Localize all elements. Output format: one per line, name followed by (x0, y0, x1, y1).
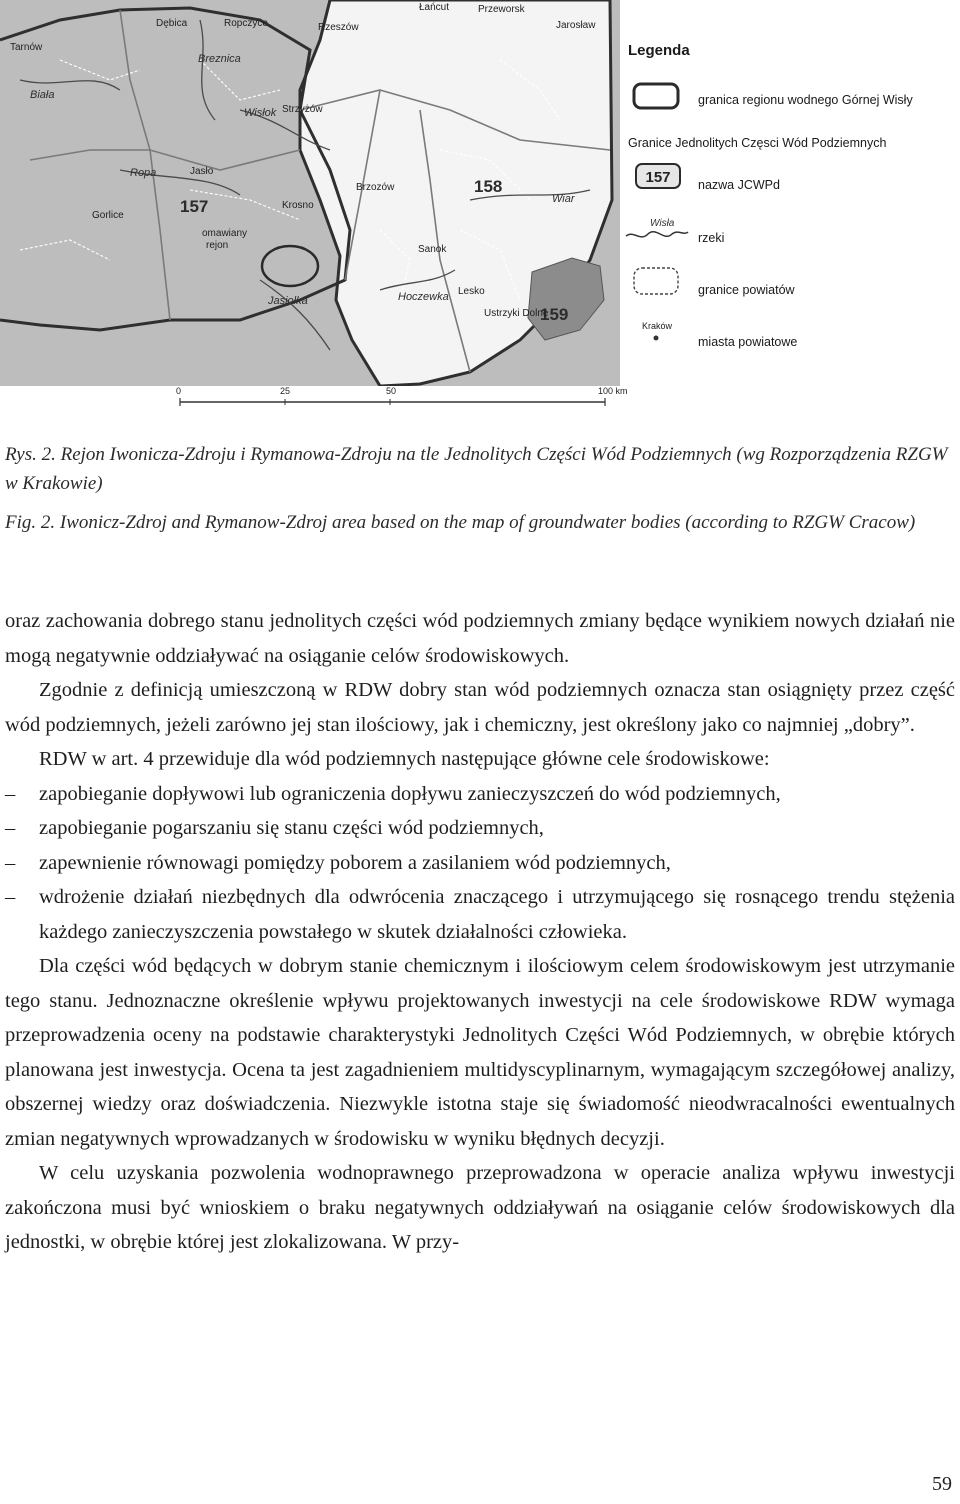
scale-tick: 25 (280, 386, 291, 396)
map-figure (0, 0, 960, 410)
paragraph: Zgodnie z definicją umieszczoną w RDW dobry stan wód podziemnych oznacza stan osiągnięty przez część wód podziemnych, jeżeli zarówno jej stan ilościowy, jak i chemiczny, jest określony jako co najmniej „dobry”. (5, 679, 955, 736)
bullet-dash: – (5, 886, 16, 908)
paragraph: W celu uzyskania pozwolenia wodnoprawnego przeprowadzona w operacie analiza wpływu inwestycji zakończona musi być wnioskiem o braku negatywnych oddziaływań na osiąganie celów środowiskowych dla jednostki, w obrębie której jest zlokalizowana. W przy- (5, 1162, 955, 1253)
legend-item-label: miasta powiatowe (698, 335, 798, 349)
town-label: Brzozów (356, 182, 395, 193)
body-text (5, 604, 955, 1260)
legend-item-label: granica regionu wodnego Górnej Wisły (698, 93, 913, 107)
legend-item-label: granice powiatów (698, 283, 795, 297)
river-label: Ropa (130, 167, 157, 179)
town-label: Jasło (190, 166, 214, 177)
page-number: 59 (932, 1473, 952, 1495)
river-symbol (624, 212, 690, 246)
town-label: Przeworsk (478, 4, 525, 15)
scale-tick: 0 (176, 386, 182, 396)
town-label: Tarnów (10, 42, 43, 53)
bullet-dash: – (5, 782, 16, 805)
caption-polish: Rys. 2. Rejon Iwonicza-Zdroju i Rymanowa-Zdroju na tle Jednolitych Części Wód Podziemnych (wg Rozporządzenia RZGW w Krakowie) (5, 444, 948, 494)
river-label: Breznica (198, 53, 241, 65)
legend-item-label: rzeki (698, 231, 725, 245)
bullet-item (5, 846, 955, 881)
town-label: Strzyżów (282, 104, 323, 115)
groundwater-map (0, 0, 620, 386)
figure-caption (5, 440, 955, 537)
jcwpd-157-label: 157 (180, 197, 209, 216)
jcwpd-name-sample: 157 (645, 169, 671, 186)
bullet-text: zapobieganie pogarszaniu się stanu części wód podziemnych, (39, 817, 544, 839)
legend-item-label: Granice Jednolitych Częsci Wód Podziemnych (628, 136, 887, 150)
paragraph: oraz zachowania dobrego stanu jednolitych części wód podziemnych zmiany będące wynikiem nowych działań nie mogą negatywnie oddziaływać na osiąganie celów środowiskowych. (5, 610, 955, 667)
bullet-item (5, 880, 955, 949)
bullet-item (5, 777, 955, 812)
study-area-label-line: rejon (206, 240, 229, 251)
scale-tick: 50 (386, 386, 397, 396)
town-sample: Kraków (642, 321, 673, 331)
river-sample: Wisła (650, 218, 675, 229)
jcwpd-158-label: 158 (474, 177, 503, 196)
river-label: Jasiołka (268, 295, 308, 307)
river-label: Biała (30, 89, 55, 101)
scale-bar (170, 386, 640, 410)
paragraph: Dla części wód będących w dobrym stanie chemicznym i ilościowym celem środowiskowym jest utrzymanie tego stanu. Jednoznaczne określenie wpływu projektowanych inwestycji na cele środowiskowe RDW wymaga przeprowadzenia oceny na podstawie charakterystyki Jednolitych Części Wód Podziemnych, w obrębie których planowana jest inwestycja. Ocena ta jest zagadnieniem multidyscyplinarnym, wymagającym szczegółowej analizy, obszernej wiedzy oraz doświadczenia. Niezwykle istotna staje się świadomość nieodwracalności ewentualnych zmian negatywnych wprowadzanych w środowisku w wyniku błędnych decyzji. (5, 955, 955, 1150)
scale-line (170, 386, 640, 410)
town-dot-symbol (652, 334, 660, 342)
river-label: Wiar (552, 193, 575, 205)
bullet-dash: – (5, 817, 16, 839)
region-border-symbol (632, 82, 682, 112)
river-label: Hoczewka (398, 291, 449, 303)
town-label: Łańcut (419, 2, 450, 13)
legend-item-label: nazwa JCWPd (698, 178, 780, 192)
bullet-text: wdrożenie działań niezbędnych dla odwrócenia znaczącego i utrzymującego się rosnącego trendu stężenia każdego zanieczyszczenia powstałego w skutek działalności człowieka. (39, 886, 955, 943)
bullet-text: zapobieganie dopływowi lub ograniczenia dopływu zanieczyszczeń do wód podziemnych, (39, 782, 781, 805)
town-label: Sanok (418, 244, 447, 255)
legend-title: Legenda (628, 42, 690, 59)
town-label: Ustrzyki Dolne (484, 308, 549, 319)
jcwpd-159-label: 159 (540, 305, 569, 324)
bullet-text: zapewnienie równowagi pomiędzy poborem a zasilaniem wód podziemnych, (39, 851, 671, 874)
map-legend (618, 30, 948, 370)
paragraph: RDW w art. 4 przewiduje dla wód podziemnych następujące główne cele środowiskowe: (39, 748, 770, 770)
bullet-item (5, 811, 955, 846)
county-border-symbol (632, 266, 682, 300)
town-label: Lesko (458, 286, 485, 297)
river-label: Wisłok (244, 107, 277, 119)
town-label: Krosno (282, 200, 314, 211)
town-label: Jarosław (556, 20, 596, 31)
town-label: Rzeszów (318, 22, 359, 33)
study-area-label-line: omawiany (202, 228, 248, 239)
caption-english: Fig. 2. Iwonicz-Zdroj and Rymanow-Zdroj area based on the map of groundwater bodies (according to RZGW Cracow) (5, 512, 916, 533)
bullet-dash: – (5, 851, 16, 874)
jcwpd-name-symbol (634, 162, 684, 192)
scale-tick: 100 km (598, 386, 628, 396)
town-label: Gorlice (92, 210, 124, 221)
town-label: Dębica (156, 18, 188, 29)
town-label: Ropczyce (224, 18, 268, 29)
